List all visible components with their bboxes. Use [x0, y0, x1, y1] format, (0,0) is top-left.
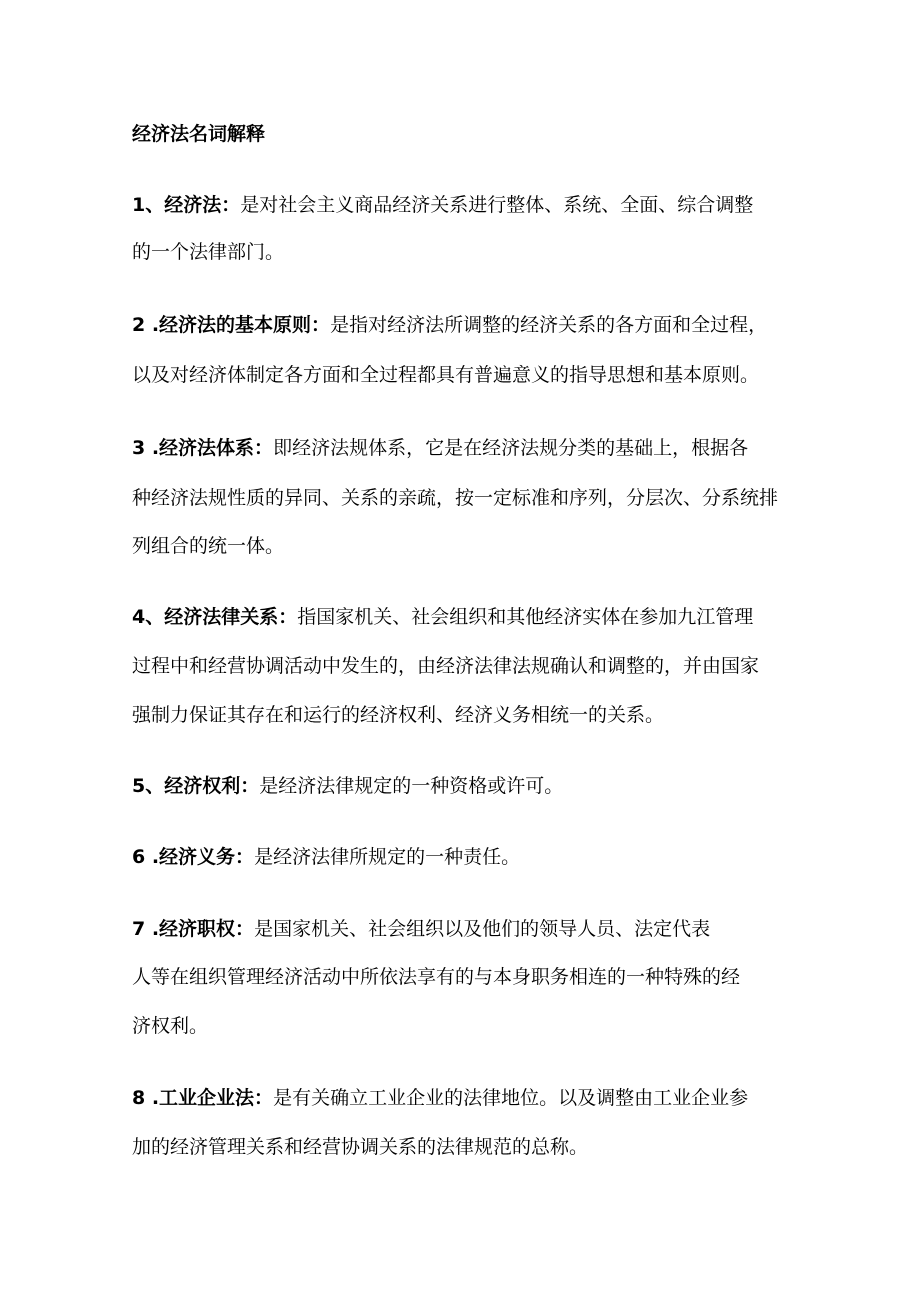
- entry-3-line-3: 列组合的统一体。: [132, 535, 285, 557]
- entry-7-text: 是国家机关、社会组织以及他们的领导人员、法定代表: [254, 918, 711, 940]
- entry-7-line-3: 济权利。: [132, 1015, 209, 1037]
- entry-2-term: 2 .经济法的基本原则：: [132, 314, 331, 336]
- entry-4-term: 4、经济法律关系：: [132, 606, 298, 628]
- entry-7-line-1: [132, 916, 710, 942]
- entry-3-text: 即经济法规体系，它是在经济法规分类的基础上，根据各: [273, 437, 749, 459]
- entry-4-line-2: 过程中和经营协调活动中发生的，由经济法律法规确认和调整的，并由国家: [132, 655, 760, 677]
- entry-3-line-2: 种经济法规性质的异同、关系的亲疏，按一定标准和序列，分层次、分系统排: [132, 487, 779, 509]
- entry-2-line-1: [132, 312, 767, 338]
- entry-6-term: 6 .经济义务：: [132, 846, 255, 868]
- entry-2-line-2: 以及对经济体制定各方面和全过程都具有普遍意义的指导思想和基本原则。: [132, 364, 760, 386]
- entry-5-term: 5、经济权利：: [132, 775, 260, 797]
- entry-7-line-2: 人等在组织管理经济活动中所依法享有的与本身职务相连的一种特殊的经: [132, 966, 741, 988]
- entry-1-line-1: [132, 192, 753, 218]
- entry-4-line-3: 强制力保证其存在和运行的经济权利、经济义务相统一的关系。: [132, 704, 665, 726]
- entry-5-text: 是经济法律规定的一种资格或许可。: [259, 775, 564, 797]
- entry-1-line-2: 的一个法律部门。: [132, 241, 285, 263]
- entry-2-text: 是指对经济法所调整的经济关系的各方面和全过程，: [330, 314, 768, 336]
- entry-6-line-1: [132, 844, 520, 870]
- entry-4-line-1: [132, 604, 753, 630]
- entry-8-term: 8 .工业企业法：: [132, 1087, 274, 1109]
- entry-5-line-1: [132, 773, 563, 799]
- entry-8-text: 是有关确立工业企业的法律地位。以及调整由工业企业参: [273, 1087, 749, 1109]
- entry-7-term: 7 .经济职权：: [132, 918, 255, 940]
- entry-3-term: 3 .经济法体系：: [132, 437, 274, 459]
- entry-3-line-1: [132, 435, 748, 461]
- document-title: 经济法名词解释: [132, 123, 266, 145]
- entry-8-line-2: 加的经济管理关系和经营协调关系的法律规范的总称。: [132, 1136, 589, 1158]
- entry-8-line-1: [132, 1085, 748, 1111]
- entry-1-text: 是对社会主义商品经济关系进行整体、系统、全面、综合调整: [240, 194, 754, 216]
- entry-4-text: 指国家机关、社会组织和其他经济实体在参加九江管理: [297, 606, 754, 628]
- entry-6-text: 是经济法律所规定的一种责任。: [254, 846, 521, 868]
- entry-1-term: 1、经济法：: [132, 194, 241, 216]
